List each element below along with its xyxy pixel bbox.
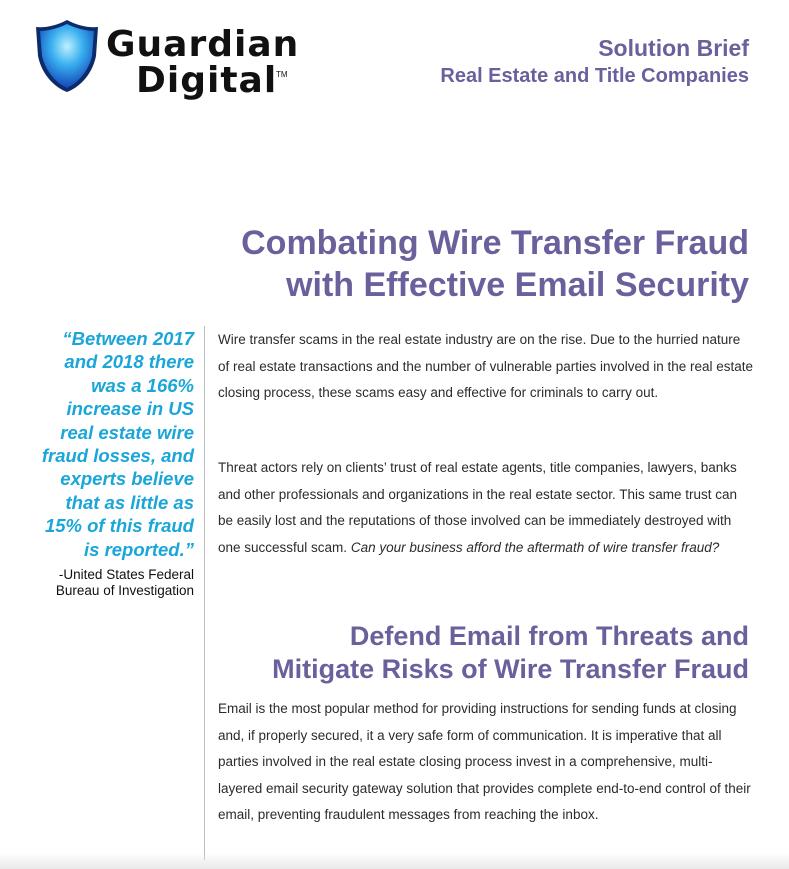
paragraph-text: Email is the most popular method for providing instructions for sending funds at closing and, if properly secured, it a very safe form of communication. It is imperative that all parties involved in the real estate closing process invest in a comprehensive, multi-layered email security gateway solution that provides complete end-to-end control of their email, preventing fraudulent messages from reaching the inbox. — [218, 701, 751, 822]
guardian-digital-logo — [30, 18, 330, 100]
document-header — [440, 34, 749, 90]
section-heading — [189, 620, 749, 686]
document-sector-label: Real Estate and Title Companies — [440, 65, 749, 87]
column-divider — [204, 326, 205, 860]
quote-attribution: -United States Federal Bureau of Investigation — [55, 567, 194, 598]
pull-quote: “Between 2017 and 2018 there was a 166% increase in US real estate wire fraud losses, and experts believe that as little as 15% of this fraud is reported.” — [41, 328, 194, 560]
document-type-label: Solution Brief — [598, 35, 749, 61]
title-line-2: with Effective Email Security — [286, 266, 749, 304]
title-line-1: Combating Wire Transfer Fraud — [241, 224, 749, 262]
paragraph-question: Can your business afford the aftermath of wire transfer fraud? — [350, 539, 720, 555]
paragraph-text: Wire transfer scams in the real estate industry are on the rise. Due to the hurried nature of real estate transactions and the number of vulnerable parties involved in the real estate closing process, these scams easy and effective for criminals to carry out. — [218, 332, 754, 400]
page-bottom-shadow — [0, 853, 789, 869]
section-heading-line-1: Defend Email from Threats and — [349, 621, 749, 651]
body-paragraph-1 — [218, 327, 754, 407]
logo-word-guardian: Guardian — [106, 24, 300, 65]
section-heading-line-2: Mitigate Risks of Wire Transfer Fraud — [272, 654, 749, 684]
body-paragraph-3 — [218, 696, 754, 829]
page-title — [129, 222, 749, 306]
body-paragraph-2 — [218, 455, 754, 561]
paragraph-text — [218, 455, 754, 561]
logo-word-digital: Digital — [136, 60, 278, 101]
paragraph-main-text: Threat actors rely on clients’ trust of real estate agents, title companies, lawyers, banks and other professionals and organizations in the real estate sector. This same trust can be easily lost and the reputations of those involved can be immediately destroyed with one successful scam. — [218, 460, 738, 555]
logo-trademark: TM — [276, 70, 288, 79]
shield-logo-icon — [34, 18, 100, 94]
